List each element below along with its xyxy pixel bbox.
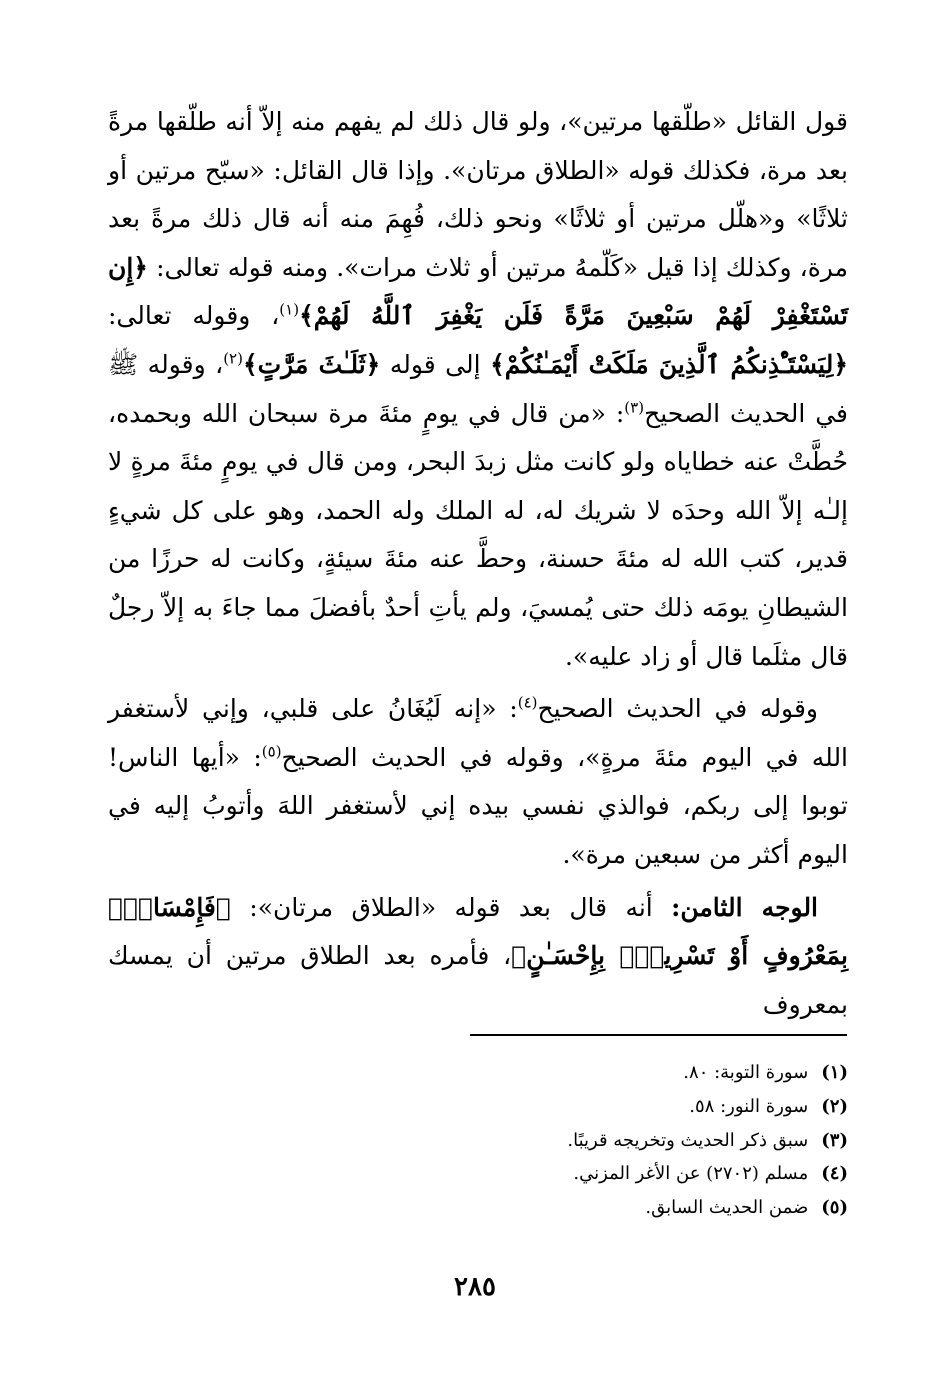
body-text	[108, 98, 848, 1029]
text-run: وقوله في الحديث الصحيح	[537, 694, 818, 724]
footnote-separator	[470, 1034, 847, 1036]
text-run: إلى قوله	[389, 349, 481, 379]
text-run: : «إنه لَيُغَانُ على قلبي، وإني لأستغفر الله في اليوم مئةَ مرةٍ»، وقوله في الحديث الصحيح	[108, 694, 849, 772]
footnote-ref: (٥)	[261, 742, 282, 761]
footnote-ref: (١)	[279, 301, 300, 320]
footnotes	[108, 1056, 848, 1225]
paragraph-1	[108, 98, 848, 681]
footnote-ref: (٢)	[223, 349, 243, 368]
section-heading: الوجه الثامن:	[671, 892, 819, 922]
footnote-number: (٣)	[821, 1129, 848, 1151]
text-run: أنه قال بعد قوله «الطلاق مرتان»:	[249, 892, 653, 922]
footnote-number: (٤)	[821, 1163, 848, 1185]
text-run: ، فأمره بعد الطلاق مرتين أن يمسك بمعروف	[108, 941, 848, 1019]
footnote-text: سورة التوبة: ٨٠.	[683, 1062, 809, 1083]
text-run: : «أيها الناس! توبوا إلى ربكم، فوالذي نفسي بيده إني لأستغفر اللهَ وأتوبُ إليه في اليوم أكثر من سبعين مرة».	[108, 742, 848, 869]
page-number: ٢٨٥	[454, 1272, 496, 1302]
footnote	[108, 1191, 848, 1225]
quran-verse: ﴿إِن تَسْتَغْفِرْ لَهُمْ سَبْعِينَ مَرَّةً فَلَن يَغْفِرَ ٱللَّهُ لَهُمْ﴾	[108, 252, 848, 331]
footnote-number: (٢)	[821, 1095, 848, 1117]
footnote	[108, 1056, 848, 1090]
footnote-number: (٥)	[821, 1197, 848, 1219]
footnote-ref: (٤)	[517, 693, 538, 712]
footnote-text: سبق ذكر الحديث وتخريجه قريبًا.	[567, 1129, 809, 1151]
text-run: : «من قال في يومٍ مئةَ مرة سبحان الله وبحمده، حُطَّتْ عنه خطاياه ولو كانت مثل زبدَ البحر، ومن قال في يومٍ مئةَ مرةٍ لا إلـٰه إلاّ الله وحدَه لا شريك له، له الملك وله الحمد، وهو على كل شيءٍ قدير، كتب الله له مئةَ حسنة، وحطَّ عنه مئةَ سيئةٍ، وكانت له حرزًا من الشيطانِ يومَه ذلك حتى يُمسيَ، ولم يأتِ أحدٌ بأفضلَ مما جاءَ به إلاّ رجلٌ قال مثلَما قال أو زاد عليه».	[108, 398, 848, 671]
footnote-text: ضمن الحديث السابق.	[645, 1197, 809, 1219]
text-run: ، وقوله ﷺ في الحديث الصحيح	[108, 349, 848, 428]
footnote	[108, 1090, 848, 1124]
quran-verse: ﴿فَإِمْسَاكٌۢ بِمَعْرُوفٍ أَوْ تَسْرِيحٌۢ بِإِحْسَـٰنٍ﴾	[108, 892, 848, 971]
paragraph-3	[108, 884, 848, 1030]
footnote-text: مسلم (٢٧٠٢) عن الأغر المزني.	[573, 1163, 809, 1185]
quran-verse: ﴿ثَلَـٰثَ مَرَّٰتٍ﴾	[242, 349, 381, 379]
footnote	[108, 1124, 848, 1158]
text-run: ، وقوله تعالى:	[108, 301, 280, 331]
paragraph-2	[108, 685, 848, 879]
footnote-number: (١)	[821, 1062, 848, 1083]
footnote	[108, 1157, 848, 1191]
footnote-text: سورة النور: ٥٨.	[689, 1095, 809, 1117]
quran-verse: ﴿لِيَسْتَـْٔذِنكُمُ ٱلَّذِينَ مَلَكَتْ أَيْمَـٰنُكُمْ﴾	[490, 349, 848, 379]
footnote-ref: (٣)	[624, 398, 645, 417]
main-text	[108, 98, 848, 1029]
text-run: قول القائل «طلّقها مرتين»، ولو قال ذلك لم يفهم منه إلاّ أنه طلّقها مرةً بعد مرة، فكذلك قوله «الطلاق مرتان». وإذا قال القائل: «سبّح مرتين أو ثلاثًا» و«هلّل مرتين أو ثلاثًا» ونحو ذلك، فُهِمَ منه أنه قال ذلك مرةً بعد مرة، وكذلك إذا قيل «كَلّمهُ مرتين أو ثلاث مرات». ومنه قوله تعالى:	[108, 107, 848, 282]
